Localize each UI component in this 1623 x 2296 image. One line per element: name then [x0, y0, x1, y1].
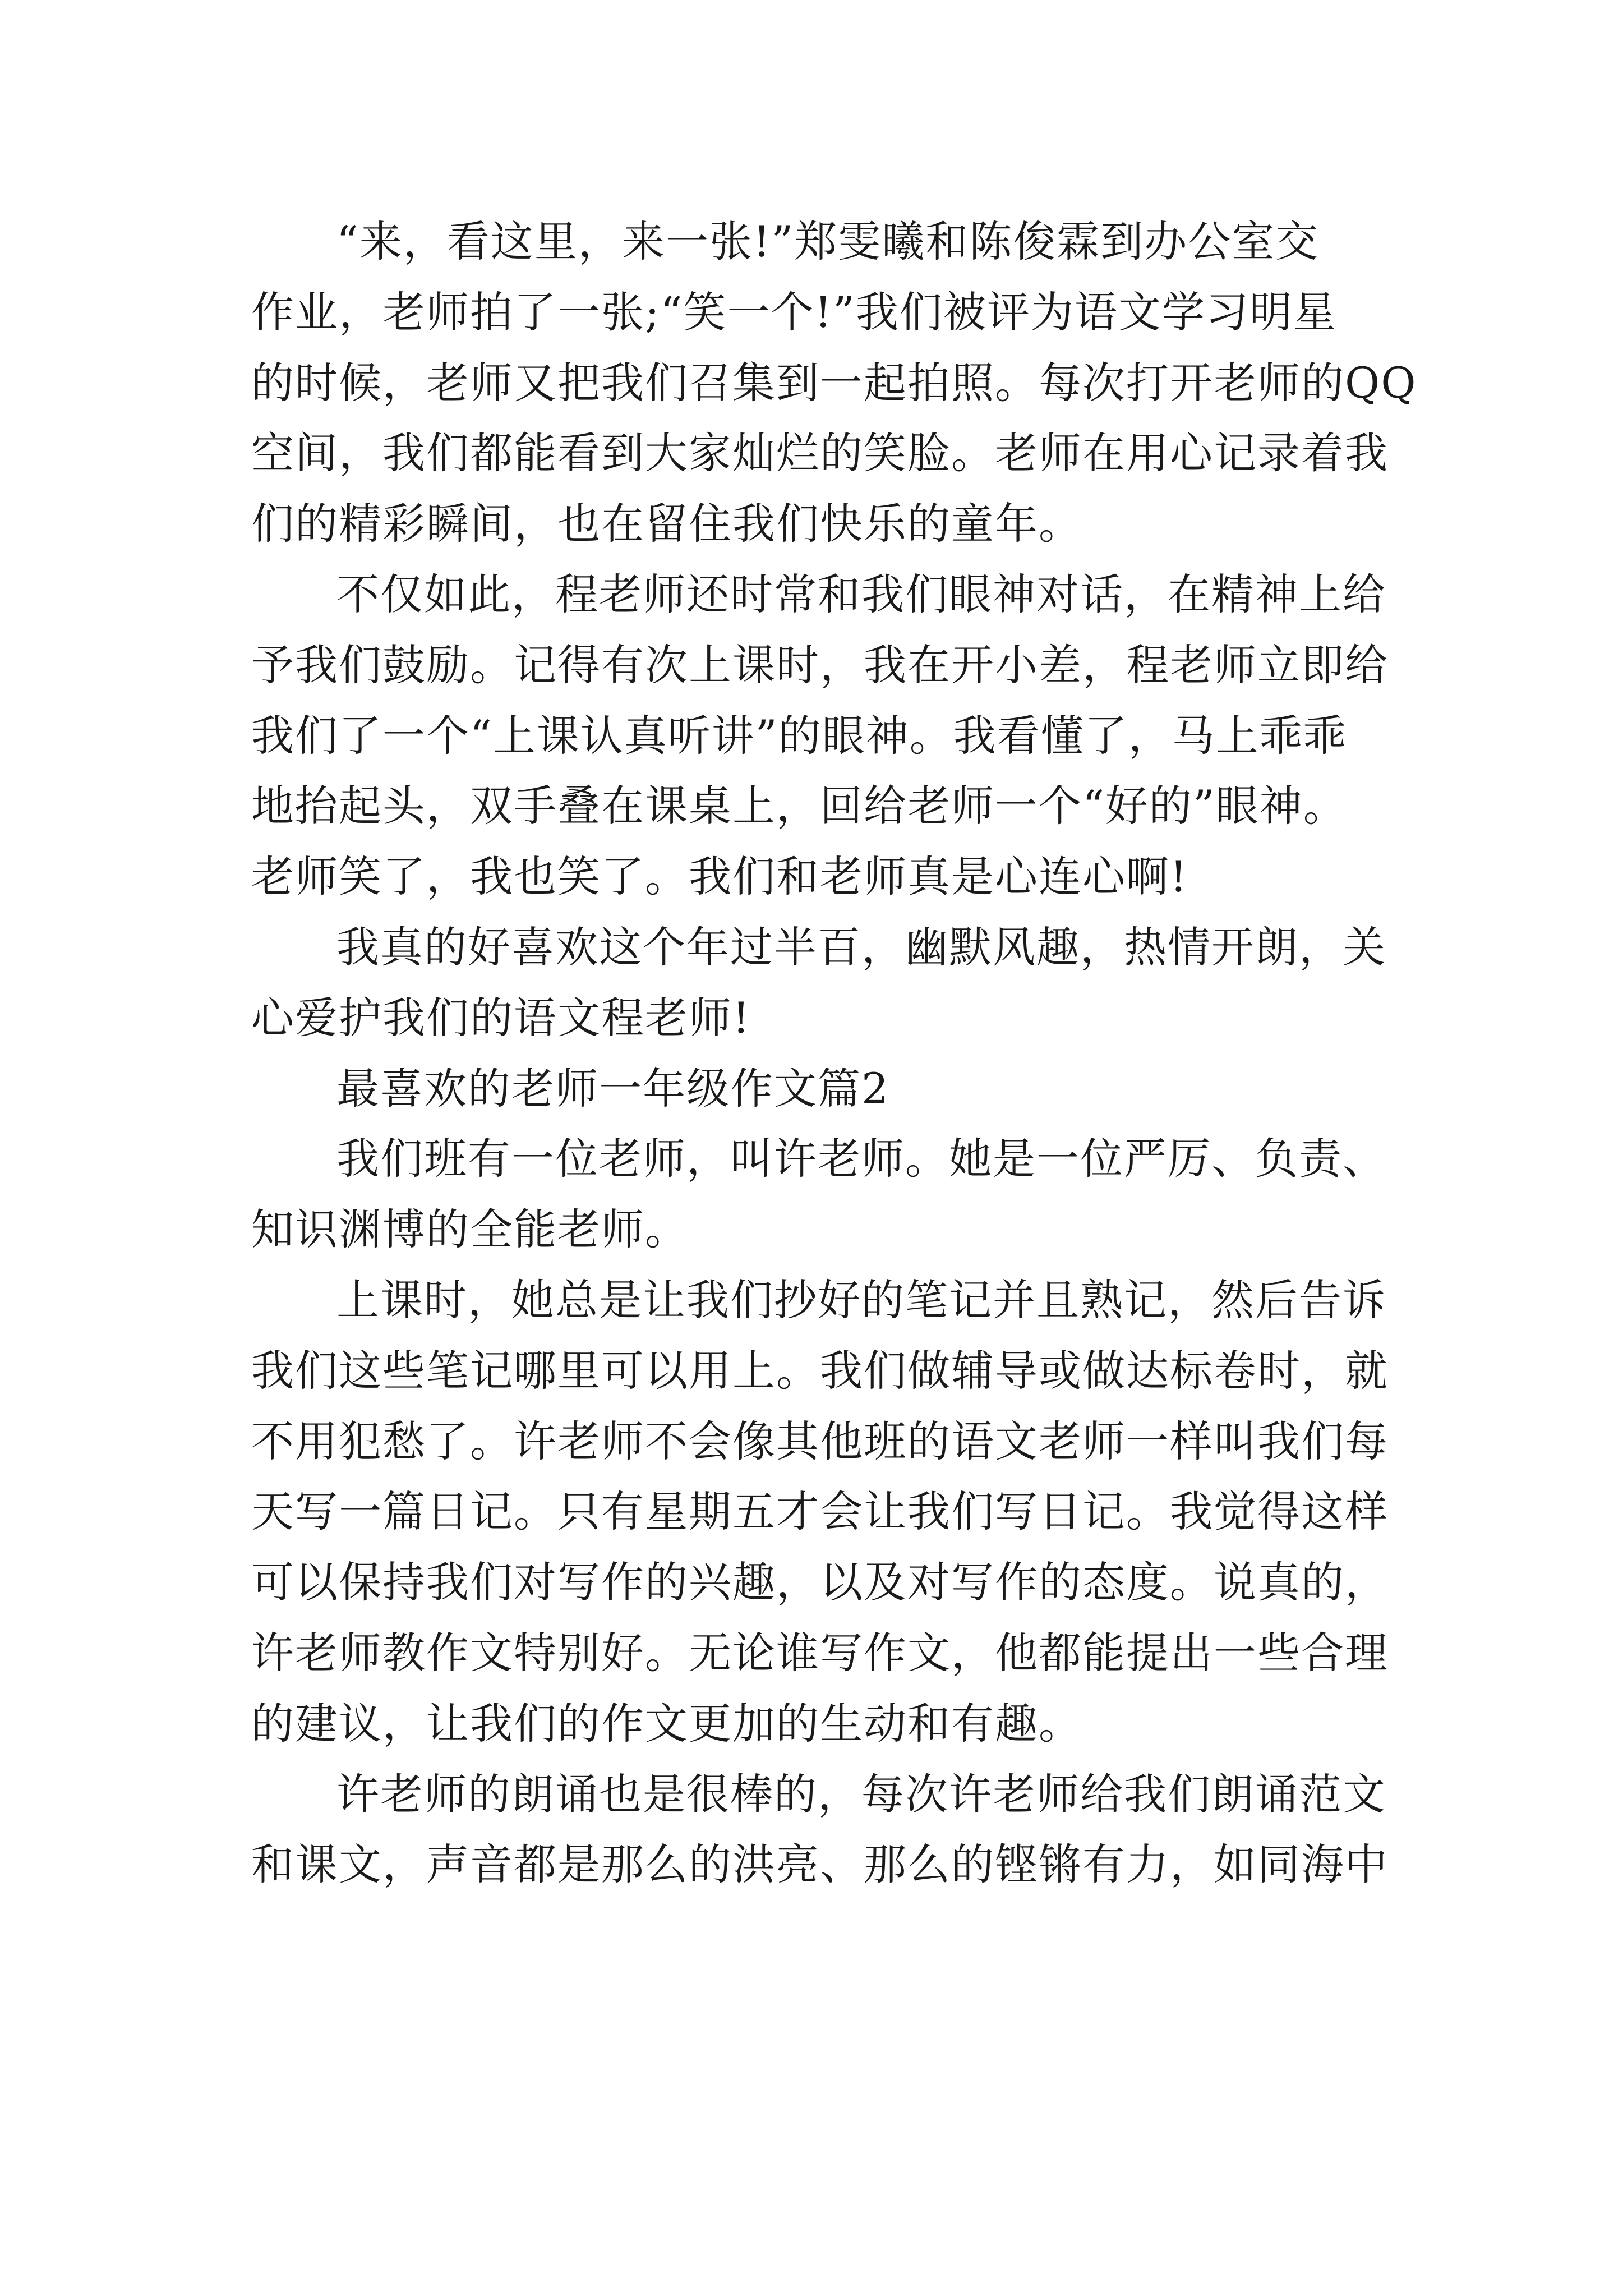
- text-line: 上课时，她总是让我们抄好的笔记并且熟记，然后告诉: [336, 1274, 1386, 1325]
- text-line: 天写一篇日记。只有星期五才会让我们写日记。我觉得这样: [251, 1487, 1389, 1537]
- text-line: 许老师教作文特别好。无论谁写作文，他都能提出一些合理: [251, 1627, 1389, 1678]
- text-line: 我们了一个“上课认真听讲”的眼神。我看懂了，马上乖乖: [251, 710, 1347, 761]
- text-line: 我们这些笔记哪里可以用上。我们做辅导或做达标卷时，就: [251, 1345, 1389, 1396]
- text-line: 和课文，声音都是那么的洪亮、那么的铿锵有力，如同海中: [251, 1839, 1389, 1890]
- text-line: 心爱护我们的语文程老师!: [251, 992, 751, 1043]
- text-line: 我们班有一位老师，叫许老师。她是一位严厉、负责、: [336, 1134, 1386, 1184]
- section-heading: 最喜欢的老师一年级作文篇2: [336, 1063, 890, 1114]
- text-line: 的时候，老师又把我们召集到一起拍照。每次打开老师的QQ: [251, 357, 1417, 408]
- essay-text: [251, 206, 1417, 1900]
- text-line: 许老师的朗诵也是很棒的，每次许老师给我们朗诵范文: [336, 1769, 1386, 1819]
- text-line: 作业，老师拍了一张;“笑一个!”我们被评为语文学习明星: [251, 287, 1337, 337]
- text-line: 老师笑了，我也笑了。我们和老师真是心连心啊!: [251, 852, 1188, 902]
- text-line: 空间，我们都能看到大家灿烂的笑脸。老师在用心记录着我: [251, 428, 1389, 478]
- text-line: “来，看这里，来一张!”郑雯曦和陈俊霖到办公室交: [336, 217, 1320, 266]
- text-line: 知识渊博的全能老师。: [251, 1204, 689, 1255]
- text-line: 可以保持我们对写作的兴趣，以及对写作的态度。说真的，: [251, 1557, 1389, 1608]
- text-line: 予我们鼓励。记得有次上课时，我在开小差，程老师立即给: [251, 639, 1389, 690]
- text-line: 我真的好喜欢这个年过半百，幽默风趣，热情开朗，关: [336, 922, 1386, 972]
- text-line: 的建议，让我们的作文更加的生动和有趣。: [251, 1698, 1082, 1749]
- text-line: 们的精彩瞬间，也在留住我们快乐的童年。: [251, 499, 1082, 549]
- text-line: 不仅如此，程老师还时常和我们眼神对话，在精神上给: [336, 569, 1386, 619]
- text-line: 地抬起头，双手叠在课桌上，回给老师一个“好的”眼神。: [251, 781, 1347, 831]
- text-line: 不用犯愁了。许老师不会像其他班的语文老师一样叫我们每: [251, 1416, 1389, 1466]
